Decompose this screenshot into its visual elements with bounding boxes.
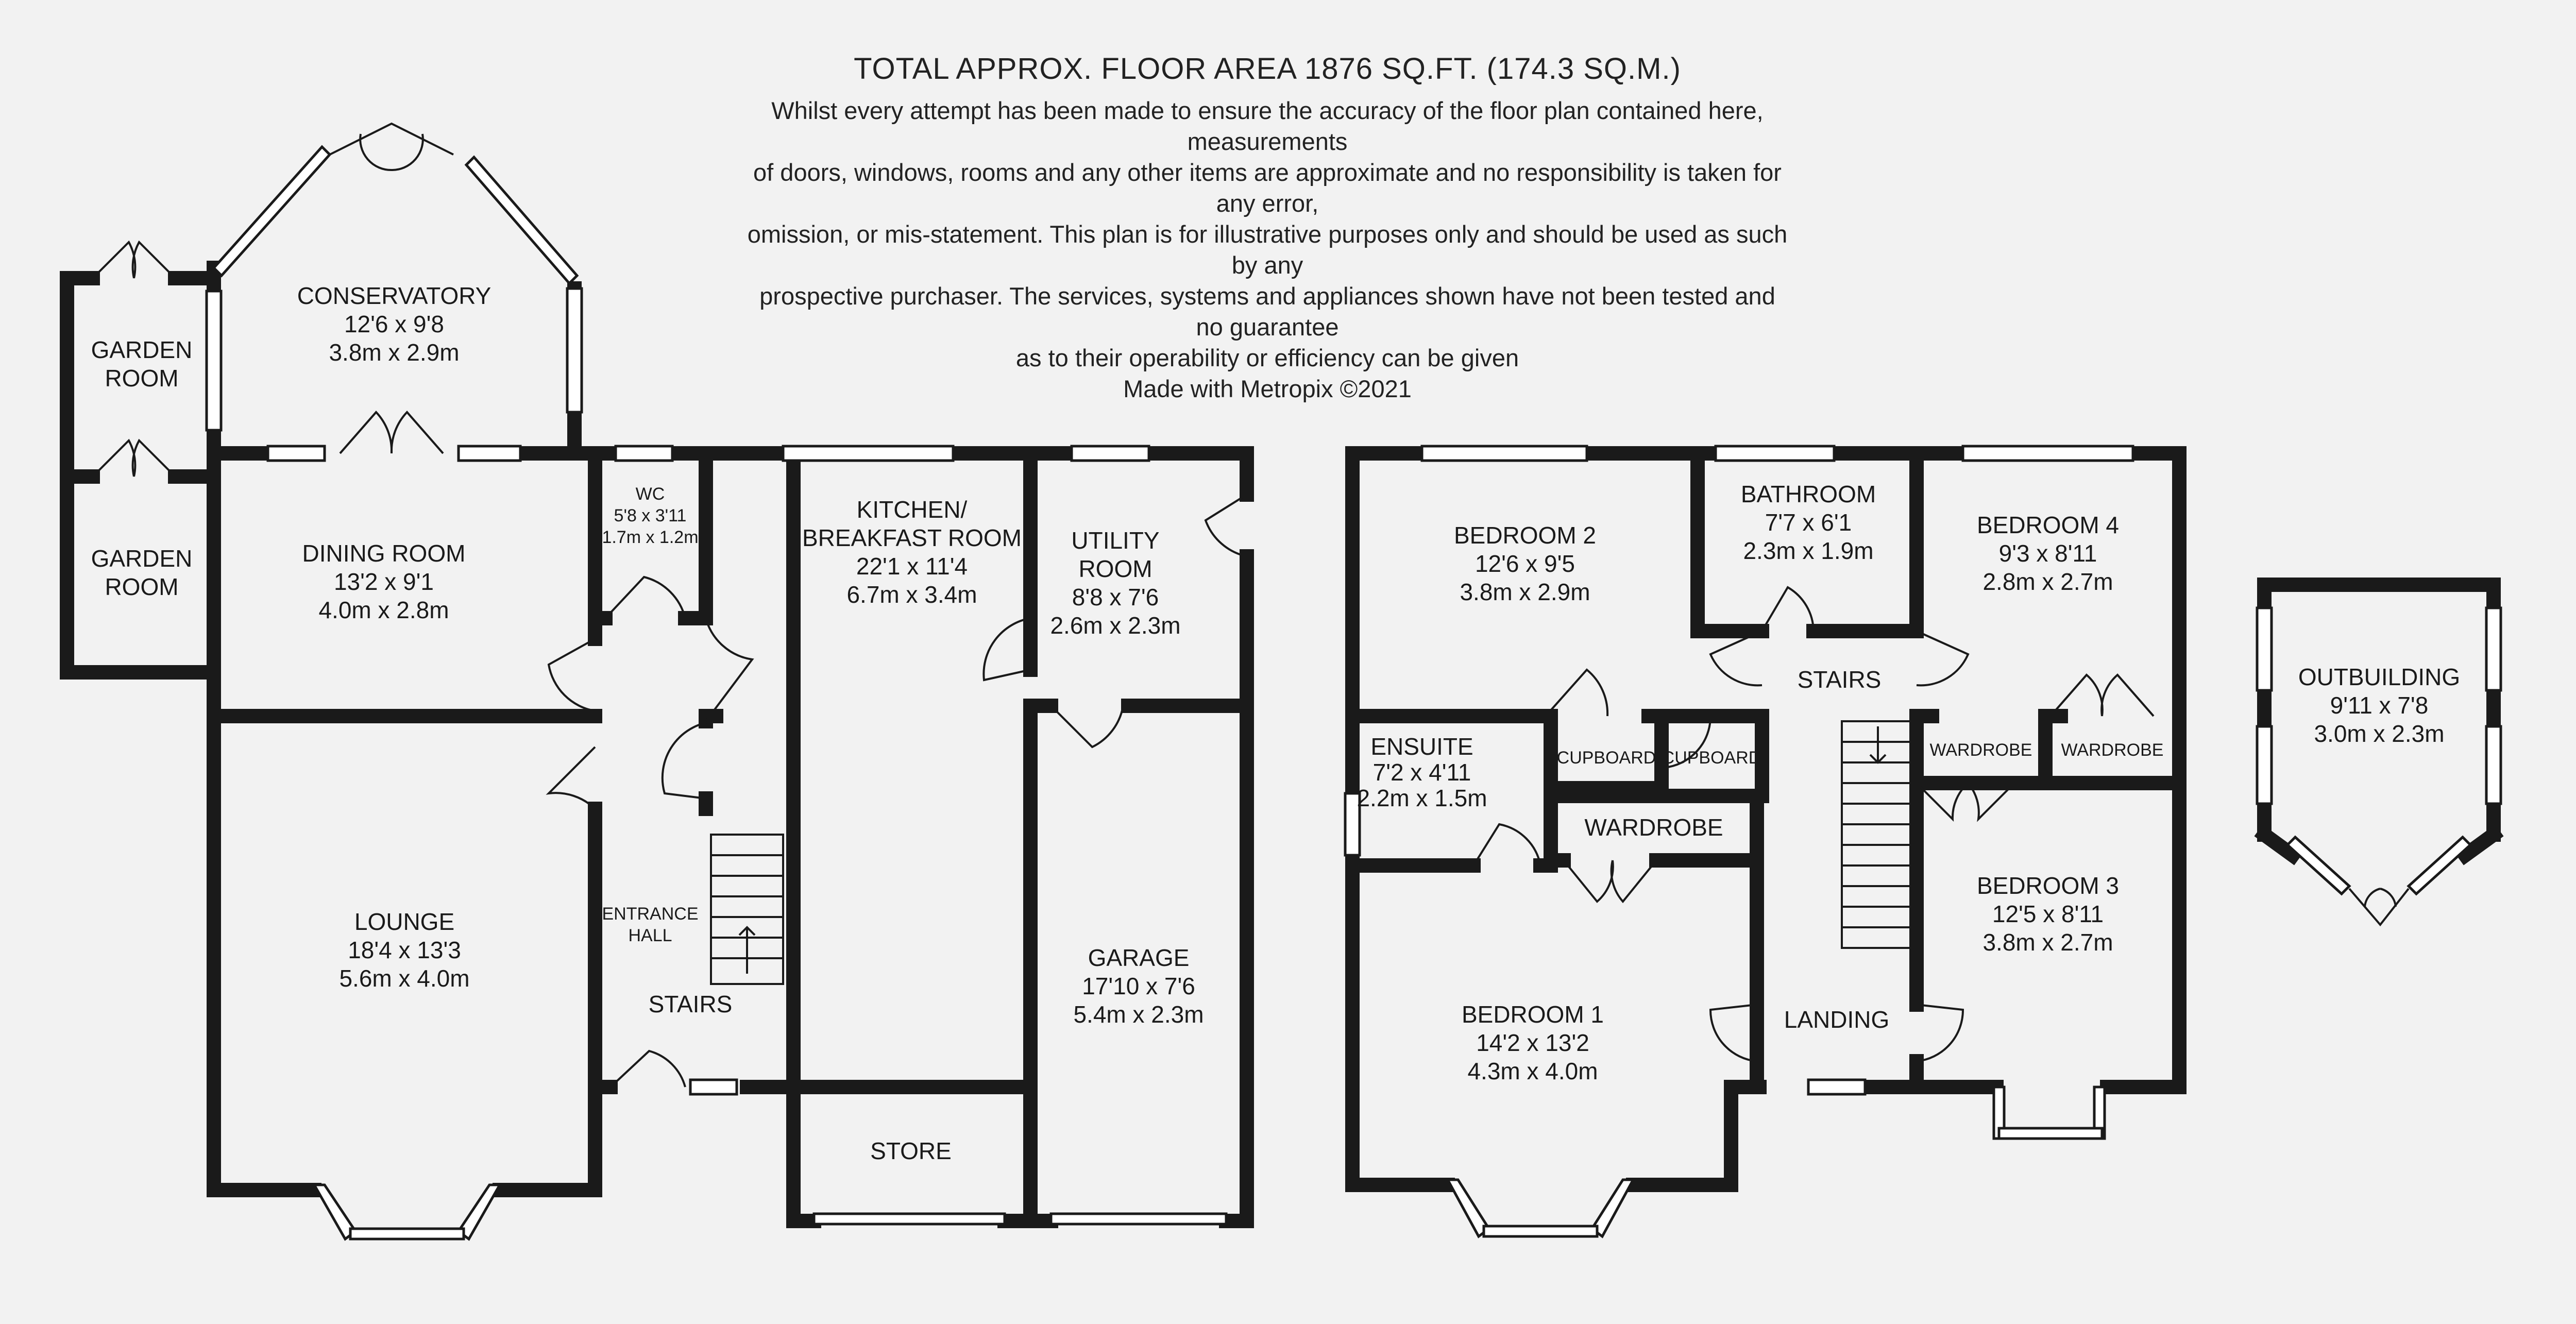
outbuilding-walls <box>2257 585 2501 925</box>
garden-room-2-label: GARDEN <box>91 545 193 572</box>
dining-room-imperial: 13'2 x 9'1 <box>333 568 434 595</box>
bedroom1-label: BEDROOM 1 <box>1461 1001 1604 1028</box>
outbuilding-imperial: 9'11 x 7'8 <box>2330 692 2429 719</box>
bedroom1-metric: 4.3m x 4.0m <box>1467 1058 1598 1084</box>
utility-room-imperial: 8'8 x 7'6 <box>1072 584 1159 610</box>
disclaimer-line: omission, or mis-statement. This plan is for illustrative purposes only and should be used as such by any <box>747 220 1788 279</box>
conservatory-label: CONSERVATORY <box>297 282 492 309</box>
bathroom-imperial: 7'7 x 6'1 <box>1765 509 1852 536</box>
bedroom3-label: BEDROOM 3 <box>1976 872 2120 899</box>
ensuite-label: ENSUITE <box>1370 733 1473 760</box>
cupboard-label: CUPBOARD <box>1662 748 1761 768</box>
cupboard-label: CUPBOARD <box>1556 748 1656 768</box>
wc-imperial: 5'8 x 3'11 <box>614 506 687 525</box>
kitchen-label: KITCHEN/ <box>856 496 968 523</box>
bathroom-metric: 2.3m x 1.9m <box>1743 537 1874 564</box>
ground-floor-walls <box>67 268 1247 1221</box>
garage-imperial: 17'10 x 7'6 <box>1082 973 1195 999</box>
bedroom2-imperial: 12'6 x 9'5 <box>1475 550 1575 577</box>
ensuite-imperial: 7'2 x 4'11 <box>1372 759 1471 786</box>
conservatory-imperial: 12'6 x 9'8 <box>344 311 445 337</box>
garage-label: GARAGE <box>1088 944 1190 971</box>
first-floor-stairs <box>1842 721 1914 948</box>
bedroom4-imperial: 9'3 x 8'11 <box>1998 540 2097 567</box>
garden-room-2-label: ROOM <box>105 573 179 600</box>
outbuilding-label: OUTBUILDING <box>2298 664 2461 690</box>
store-label: STORE <box>870 1138 952 1164</box>
ensuite-metric: 2.2m x 1.5m <box>1357 785 1487 811</box>
bedroom2-metric: 3.8m x 2.9m <box>1460 579 1590 605</box>
kitchen-label: BREAKFAST ROOM <box>802 524 1022 551</box>
disclaimer-line: prospective purchaser. The services, systems and appliances shown have not been tested and no guarantee <box>759 282 1775 341</box>
conservatory-metric: 3.8m x 2.9m <box>329 339 460 366</box>
wardrobe-center-label: WARDROBE <box>1584 814 1723 841</box>
lounge-bay-window <box>314 1185 500 1239</box>
bedroom4-label: BEDROOM 4 <box>1976 512 2120 538</box>
ground-stairs-label: STAIRS <box>648 991 733 1017</box>
bedroom1-bay-window <box>1448 1180 1633 1236</box>
metropix-credit: Made with Metropix ©2021 <box>1123 375 1412 402</box>
garden-room-1-label: GARDEN <box>91 336 193 363</box>
wc-label: WC <box>635 484 665 504</box>
dining-room-label: DINING ROOM <box>302 540 466 567</box>
total-floor-area-title: TOTAL APPROX. FLOOR AREA 1876 SQ.FT. (174.3 SQ.M.) <box>854 52 1681 86</box>
disclaimer-line: Whilst every attempt has been made to ensure the accuracy of the floor plan contained here, measurements <box>771 97 1764 155</box>
ground-floor-windows <box>207 288 1226 1224</box>
disclaimer-line: of doors, windows, rooms and any other items are approximate and no responsibility is taken for any error, <box>753 159 1782 217</box>
bedroom3-metric: 3.8m x 2.7m <box>1982 929 2113 956</box>
garden-room-1-label: ROOM <box>105 365 179 392</box>
dining-room-metric: 4.0m x 2.8m <box>318 597 449 623</box>
utility-room-metric: 2.6m x 2.3m <box>1050 612 1181 639</box>
outbuilding-metric: 3.0m x 2.3m <box>2314 720 2445 747</box>
bedroom4-metric: 2.8m x 2.7m <box>1982 568 2113 595</box>
bedroom2-label: BEDROOM 2 <box>1453 522 1597 549</box>
conservatory-glazing <box>214 124 577 283</box>
kitchen-metric: 6.7m x 3.4m <box>846 581 977 608</box>
disclaimer-line: as to their operability or efficiency can be given <box>1015 344 1519 371</box>
lounge-metric: 5.6m x 4.0m <box>339 965 470 992</box>
wardrobe-label: WARDROBE <box>1929 740 2032 760</box>
utility-room-label: ROOM <box>1078 555 1153 582</box>
ground-floor-doors <box>93 242 1247 1087</box>
lounge-label: LOUNGE <box>354 908 455 935</box>
bedroom3-imperial: 12'5 x 8'11 <box>1992 901 2104 927</box>
bedroom1-imperial: 14'2 x 13'2 <box>1476 1029 1589 1056</box>
first-floor-doors <box>1473 587 2154 1061</box>
landing-label: LANDING <box>1784 1006 1890 1033</box>
utility-room-label: UTILITY <box>1071 527 1160 554</box>
bathroom-label: BATHROOM <box>1740 481 1876 507</box>
lounge-imperial: 18'4 x 13'3 <box>348 937 461 963</box>
entrance-hall-label: ENTRANCE <box>602 904 699 924</box>
wardrobe-label: WARDROBE <box>2061 740 2164 760</box>
kitchen-imperial: 22'1 x 11'4 <box>856 553 968 580</box>
first-stairs-label: STAIRS <box>1797 666 1882 693</box>
outbuilding-labels <box>2298 664 2460 747</box>
entrance-hall-label: HALL <box>628 926 672 945</box>
bedroom3-bay-window <box>1994 1087 2105 1139</box>
wc-metric: 1.7m x 1.2m <box>602 528 699 547</box>
ground-floor-stairs <box>711 835 783 984</box>
garage-metric: 5.4m x 2.3m <box>1073 1001 1204 1028</box>
